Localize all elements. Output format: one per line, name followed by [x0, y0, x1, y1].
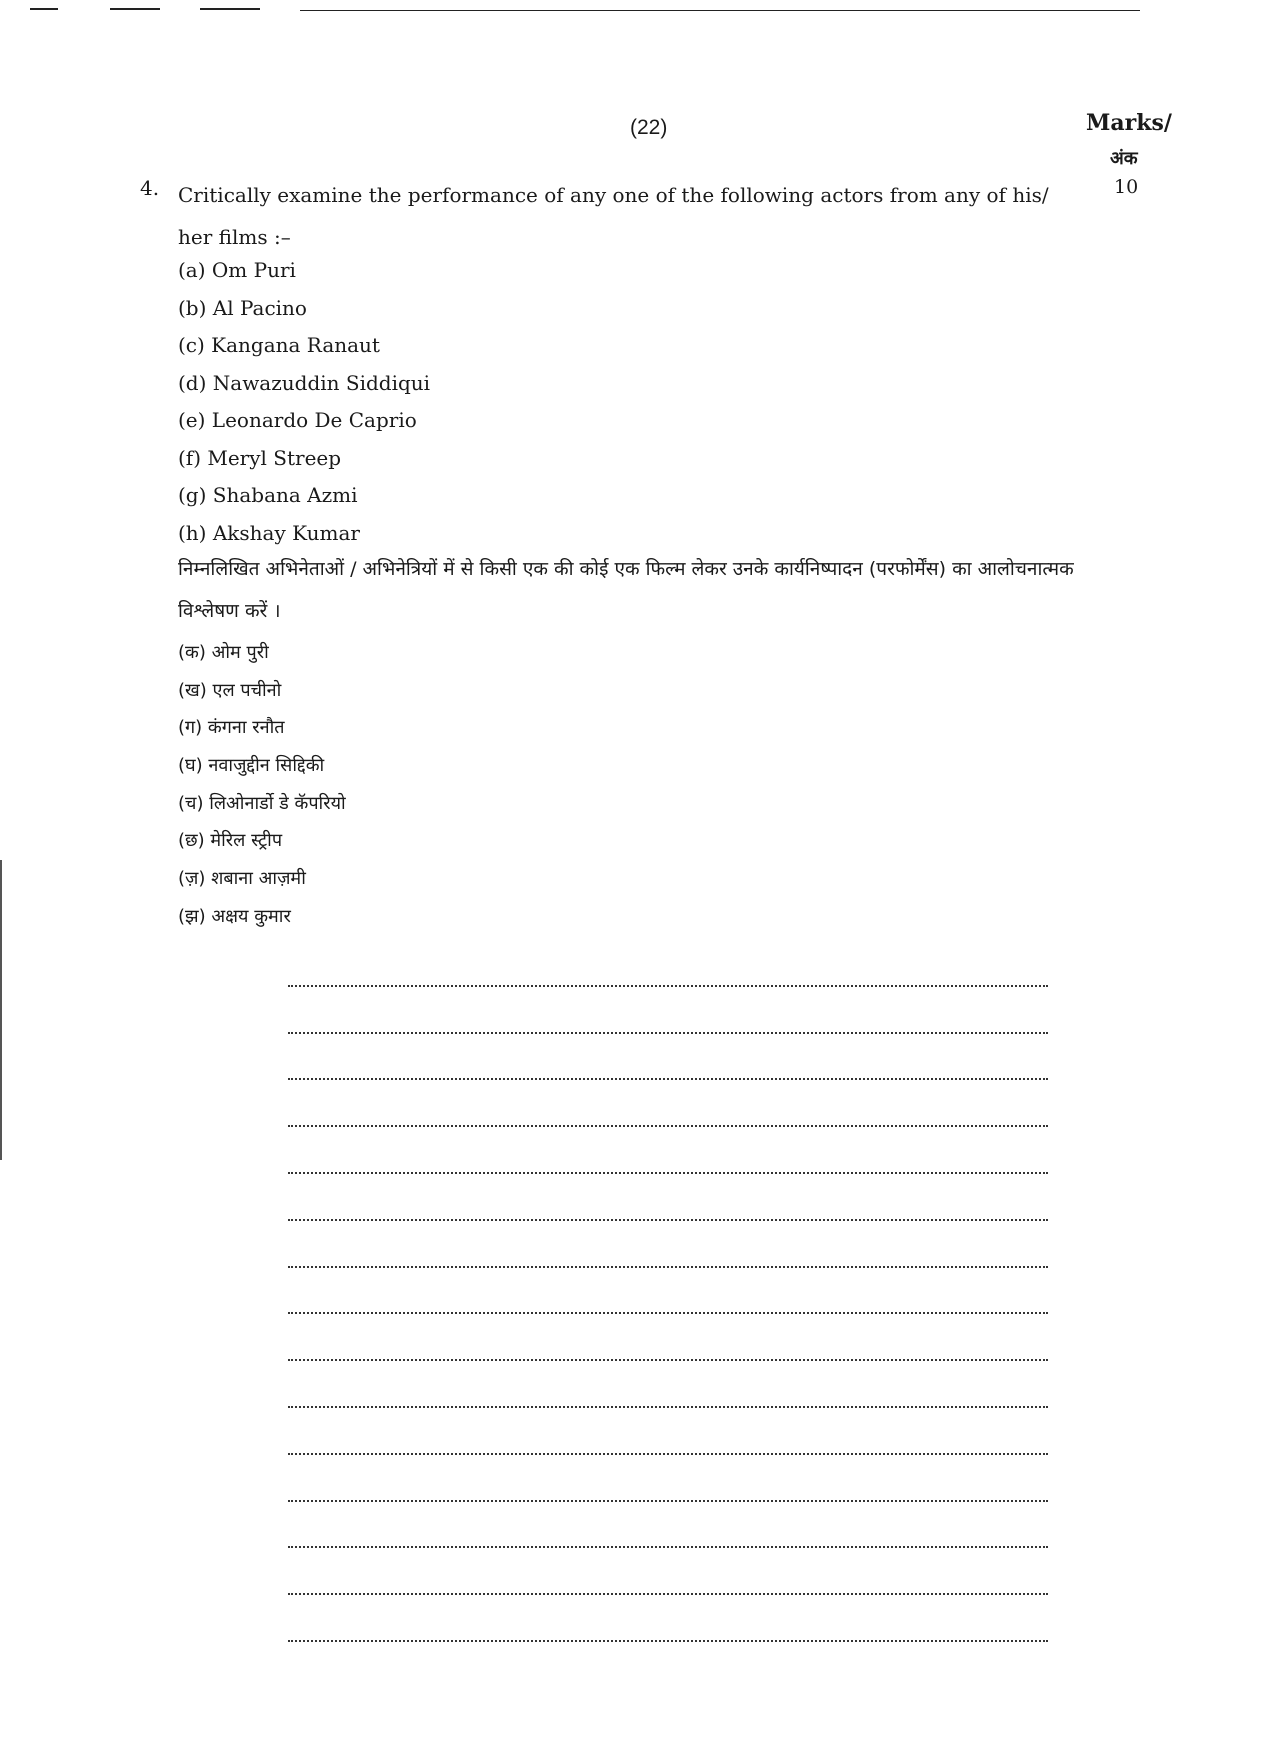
question-text: Critically examine the performance of any one of the following actors from any of his/ her films :–	[178, 183, 1049, 249]
answer-line[interactable]	[288, 1127, 1048, 1174]
option-item-hindi: (क) ओम पुरी	[178, 642, 269, 663]
option-item: (f) Meryl Streep	[178, 445, 342, 470]
answer-line[interactable]	[288, 1502, 1048, 1549]
answer-line[interactable]	[288, 987, 1048, 1034]
option-item-hindi: (च) लिओनार्डो डे कॅपरियो	[178, 792, 346, 814]
top-rule	[300, 10, 1140, 11]
answer-line[interactable]	[288, 1268, 1048, 1315]
option-item: (h) Akshay Kumar	[178, 520, 360, 545]
marks-header-hindi: अंक	[1110, 148, 1138, 169]
answer-line[interactable]	[288, 1361, 1048, 1408]
option-item: (g) Shabana Azmi	[178, 483, 358, 507]
answer-line[interactable]	[288, 940, 1048, 987]
answer-line[interactable]	[288, 1221, 1048, 1268]
question-number: 4.	[140, 176, 160, 200]
page-number: (22)	[630, 116, 668, 139]
answer-line[interactable]	[288, 1455, 1048, 1502]
option-item-hindi: (छ) मेरिल स्ट्रीप	[178, 830, 283, 852]
option-item-hindi: (ग) कंगना रनौत	[178, 717, 285, 739]
option-item-hindi: (झ) अक्षय कुमार	[178, 905, 291, 927]
option-item: (a) Om Puri	[178, 258, 296, 282]
option-item: (d) Nawazuddin Siddiqui	[178, 370, 431, 395]
option-item-hindi: (घ) नवाजुद्दीन सिद्दिकी	[178, 755, 325, 777]
option-item: (b) Al Pacino	[178, 295, 307, 320]
top-rule	[200, 8, 260, 10]
top-rule	[110, 8, 160, 10]
answer-line[interactable]	[288, 1548, 1048, 1595]
answer-lines-area[interactable]	[288, 940, 1048, 1642]
answer-line[interactable]	[288, 1034, 1048, 1081]
option-item-hindi: (ज़) शबाना आज़मी	[178, 868, 306, 890]
scan-edge-mark	[0, 860, 2, 1160]
answer-line[interactable]	[288, 1314, 1048, 1361]
answer-line[interactable]	[288, 1408, 1048, 1455]
option-item: (e) Leonardo De Caprio	[178, 408, 417, 432]
top-rule	[30, 8, 58, 10]
option-list	[178, 252, 430, 552]
option-list-hindi	[178, 634, 346, 936]
option-item-hindi: (ख) एल पचीनो	[178, 679, 282, 701]
answer-line[interactable]	[288, 1174, 1048, 1221]
marks-header: Marks/	[1086, 110, 1172, 136]
answer-line[interactable]	[288, 1080, 1048, 1127]
answer-line[interactable]	[288, 1595, 1048, 1642]
option-item: (c) Kangana Ranaut	[178, 333, 380, 357]
question-text-hindi: निम्नलिखित अभिनेताओं / अभिनेत्रियों में से किसी एक की कोई एक फिल्म लेकर उनके कार्यनिष्पादन (परफोर्मेंस) का आलोचनात्मक विश्लेषण करें ।	[178, 558, 1074, 622]
marks-value: 10	[1114, 176, 1139, 198]
